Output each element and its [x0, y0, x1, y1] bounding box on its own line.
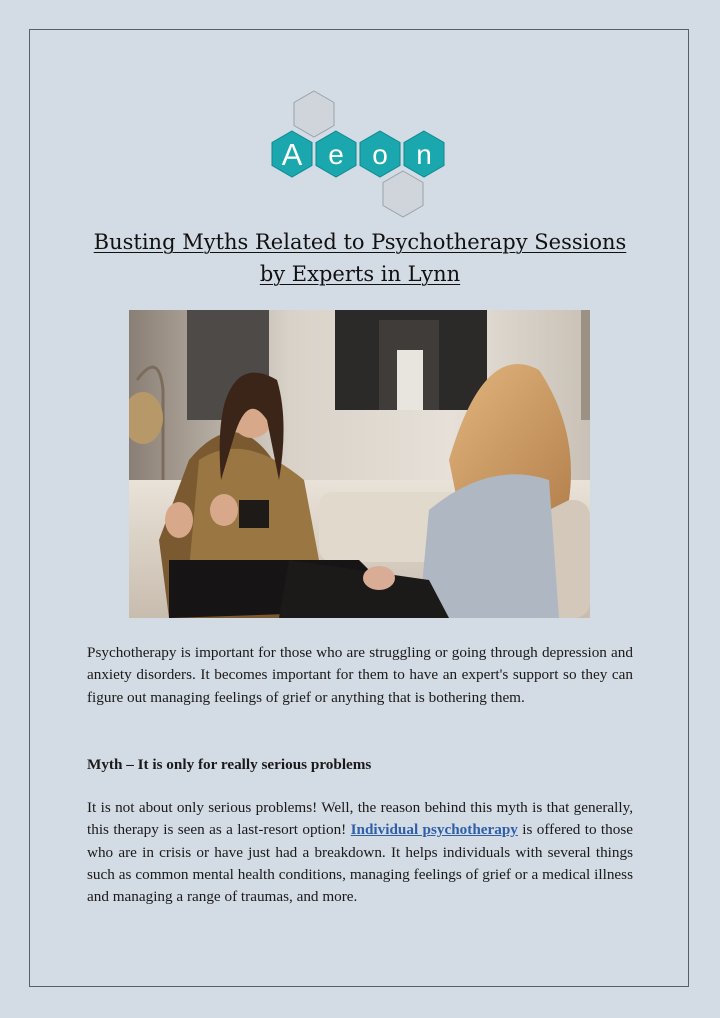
intro-paragraph: Psychotherapy is important for those who are struggling or going through depression and anxiety disorders. It becomes important for them to have an expert's support so they can figure out managing feelings of grief or anything that is bothering them. [87, 644, 633, 706]
article-title [60, 226, 660, 290]
myth-text-start: It is not about only serious problems! Well, the reason behind this myth is that generally, this therapy is seen as a last-resort option! [87, 799, 633, 839]
individual-psychotherapy-link[interactable]: Individual psychotherapy [350, 821, 518, 839]
myth-paragraph [87, 797, 633, 908]
grey-hex-top [294, 91, 334, 137]
svg-text:n: n [416, 139, 432, 170]
title-line-2: by Experts in Lynn [259, 262, 461, 286]
myth-heading: Myth – It is only for really serious problems [87, 756, 372, 773]
svg-text:A: A [281, 137, 303, 172]
aeon-logo [262, 90, 458, 220]
grey-hex-bottom [383, 171, 423, 217]
myth-text-end: is offered to those who are in crisis or have just had a breakdown. It helps individuals with several things such as common mental health conditions, managing feelings of grief or a medical illness and managing a range of traumas, and more. [87, 821, 633, 906]
therapy-session-photo [129, 310, 590, 618]
svg-text:o: o [372, 139, 388, 170]
svg-text:e: e [328, 139, 344, 170]
title-line-1: Busting Myths Related to Psychotherapy Sessions [93, 230, 627, 254]
